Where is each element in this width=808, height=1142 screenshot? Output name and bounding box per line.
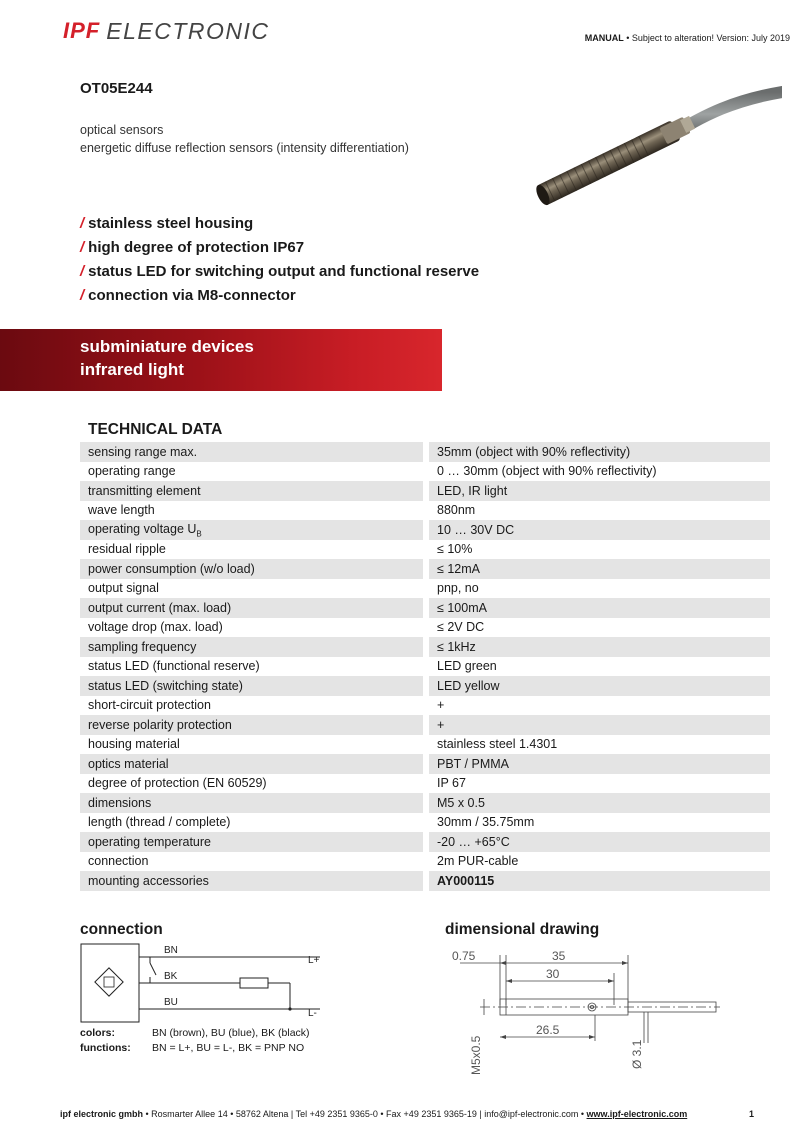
feature-item [80, 236, 479, 260]
dimensional-drawing-title: dimensional drawing [445, 921, 600, 938]
tech-key [80, 540, 426, 560]
technical-data-title: TECHNICAL DATA [88, 421, 223, 438]
tech-key [80, 598, 426, 618]
product-code: OT05E244 [80, 80, 153, 97]
tech-row [80, 832, 770, 852]
product-subcategory: energetic diffuse reflection sensors (intensity differentiation) [80, 141, 409, 155]
tech-row [80, 520, 770, 540]
tech-value: PBT / PMMA [426, 754, 770, 774]
dimensional-drawing [440, 943, 730, 1078]
tech-key-text: operating range [88, 464, 176, 479]
tech-row [80, 657, 770, 677]
feature-text: status LED for switching output and functional reserve [88, 263, 480, 280]
wire-label-bk: BK [164, 971, 178, 982]
company-logo [63, 18, 269, 44]
feature-marker: / [80, 287, 85, 304]
product-photo [520, 86, 782, 226]
banner-text [80, 335, 254, 381]
tech-value: 35mm (object with 90% reflectivity) [426, 442, 770, 462]
tech-key [80, 559, 426, 579]
tech-key [80, 676, 426, 696]
terminal-l-plus: L+ [308, 955, 320, 966]
footer-website-link[interactable]: www.ipf-electronic.com [586, 1109, 688, 1119]
tech-key-text: residual ripple [88, 542, 166, 557]
colors-label: colors: [80, 1027, 116, 1039]
header-notice [585, 33, 790, 43]
feature-item [80, 212, 479, 236]
wiring-diagram [80, 943, 340, 1023]
tech-key [80, 832, 426, 852]
dim-label-35: 35 [552, 949, 566, 963]
tech-key-text: power consumption (w/o load) [88, 561, 255, 576]
dim-label-m5: M5x0.5 [469, 1035, 483, 1075]
tech-row [80, 715, 770, 735]
tech-row [80, 442, 770, 462]
dim-label-0-75: 0.75 [452, 949, 476, 963]
tech-key-text: operating voltage U [88, 521, 197, 536]
tech-key [80, 793, 426, 813]
product-category: optical sensors [80, 123, 164, 137]
tech-key-text: output signal [88, 581, 159, 596]
tech-value: 880nm [426, 501, 770, 521]
tech-key-text: short-circuit protection [88, 698, 211, 713]
tech-value: ≤ 12mA [426, 559, 770, 579]
tech-row [80, 813, 770, 833]
tech-value: LED, IR light [426, 481, 770, 501]
logo-text: ELECTRONIC [106, 17, 270, 44]
functions-value: BN = L+, BU = L-, BK = PNP NO [152, 1042, 305, 1054]
tech-key-text: mounting accessories [88, 873, 209, 888]
feature-text: stainless steel housing [88, 215, 254, 232]
tech-row [80, 501, 770, 521]
tech-value: pnp, no [426, 579, 770, 599]
feature-list [80, 212, 479, 308]
tech-key-subscript: B [196, 529, 202, 538]
tech-value: IP 67 [426, 774, 770, 794]
tech-key-text: status LED (switching state) [88, 678, 243, 693]
tech-key [80, 852, 426, 872]
colors-legend [80, 1027, 310, 1039]
footer-address: • Rosmarter Allee 14 • 58762 Altena | Tel +49 2351 9365-0 • Fax +49 2351 9365-19 | info@ipf-electronic.com • [143, 1109, 587, 1119]
tech-key [80, 520, 426, 540]
tech-key [80, 657, 426, 677]
technical-data-table [80, 442, 770, 891]
tech-row [80, 637, 770, 657]
tech-value: 2m PUR-cable [426, 852, 770, 872]
tech-key [80, 754, 426, 774]
wire-label-bu: BU [164, 997, 178, 1008]
tech-key [80, 774, 426, 794]
tech-row [80, 481, 770, 501]
tech-row [80, 696, 770, 716]
tech-row [80, 735, 770, 755]
tech-value: ≤ 2V DC [426, 618, 770, 638]
connection-title: connection [80, 921, 163, 938]
tech-key [80, 579, 426, 599]
footer [60, 1109, 760, 1119]
tech-key [80, 871, 426, 891]
tech-row [80, 579, 770, 599]
category-banner [0, 329, 442, 391]
tech-key-text: transmitting element [88, 483, 201, 498]
dim-label-diameter: Ø 3.1 [630, 1039, 644, 1069]
tech-value: -20 … +65°C [426, 832, 770, 852]
tech-key [80, 637, 426, 657]
dim-label-30: 30 [546, 967, 560, 981]
tech-key-text: housing material [88, 737, 180, 752]
tech-key [80, 696, 426, 716]
tech-key [80, 715, 426, 735]
manual-label: MANUAL [584, 33, 624, 43]
tech-value: + [426, 696, 770, 716]
tech-value: 30mm / 35.75mm [426, 813, 770, 833]
feature-text: high degree of protection IP67 [88, 239, 305, 256]
tech-key-text: output current (max. load) [88, 600, 232, 615]
tech-value: AY000115 [426, 871, 770, 891]
page-number: 1 [748, 1109, 754, 1119]
tech-row [80, 559, 770, 579]
feature-marker: / [80, 263, 85, 280]
tech-value: LED green [426, 657, 770, 677]
tech-row [80, 852, 770, 872]
tech-key-text: reverse polarity protection [88, 717, 232, 732]
wire-label-bn: BN [164, 945, 178, 956]
functions-legend [80, 1042, 304, 1054]
tech-key-text: operating temperature [88, 834, 211, 849]
terminal-l-minus: L- [308, 1008, 317, 1019]
feature-item [80, 260, 479, 284]
tech-key-text: optics material [88, 756, 169, 771]
tech-key [80, 481, 426, 501]
tech-row [80, 540, 770, 560]
tech-key-text: status LED (functional reserve) [88, 659, 260, 674]
tech-row [80, 618, 770, 638]
tech-key-text: connection [88, 854, 149, 869]
logo-brand: IPF [63, 18, 101, 43]
feature-text: connection via M8-connector [88, 287, 296, 304]
tech-value: ≤ 10% [426, 540, 770, 560]
tech-key-text: sensing range max. [88, 444, 198, 459]
tech-key [80, 442, 426, 462]
banner-line-2: infrared light [80, 360, 184, 379]
tech-row [80, 598, 770, 618]
tech-key [80, 735, 426, 755]
tech-row [80, 462, 770, 482]
tech-row [80, 676, 770, 696]
tech-row [80, 774, 770, 794]
tech-key-text: degree of protection (EN 60529) [88, 776, 267, 791]
tech-value: 10 … 30V DC [426, 520, 770, 540]
feature-marker: / [80, 239, 85, 256]
tech-key-text: sampling frequency [88, 639, 197, 654]
banner-line-1: subminiature devices [80, 337, 254, 356]
colors-value: BN (brown), BU (blue), BK (black) [152, 1027, 310, 1039]
version-notice: • Subject to alteration! Version: July 2019 [623, 33, 790, 43]
tech-key-text: wave length [88, 503, 155, 518]
footer-company: ipf electronic gmbh [60, 1109, 144, 1119]
tech-value: 0 … 30mm (object with 90% reflectivity) [426, 462, 770, 482]
feature-item [80, 284, 479, 308]
tech-key [80, 462, 426, 482]
feature-marker: / [80, 215, 85, 232]
tech-row [80, 754, 770, 774]
tech-key-text: length (thread / complete) [88, 815, 231, 830]
tech-value: stainless steel 1.4301 [426, 735, 770, 755]
tech-row [80, 793, 770, 813]
tech-key [80, 813, 426, 833]
tech-key [80, 618, 426, 638]
tech-value: + [426, 715, 770, 735]
dim-label-26-5: 26.5 [536, 1023, 560, 1037]
tech-key-text: voltage drop (max. load) [88, 620, 223, 635]
tech-value: ≤ 1kHz [426, 637, 770, 657]
tech-value: LED yellow [426, 676, 770, 696]
tech-value: M5 x 0.5 [426, 793, 770, 813]
tech-key-text: dimensions [88, 795, 152, 810]
tech-value: ≤ 100mA [426, 598, 770, 618]
tech-row [80, 871, 770, 891]
functions-label: functions: [80, 1042, 131, 1054]
tech-key [80, 501, 426, 521]
